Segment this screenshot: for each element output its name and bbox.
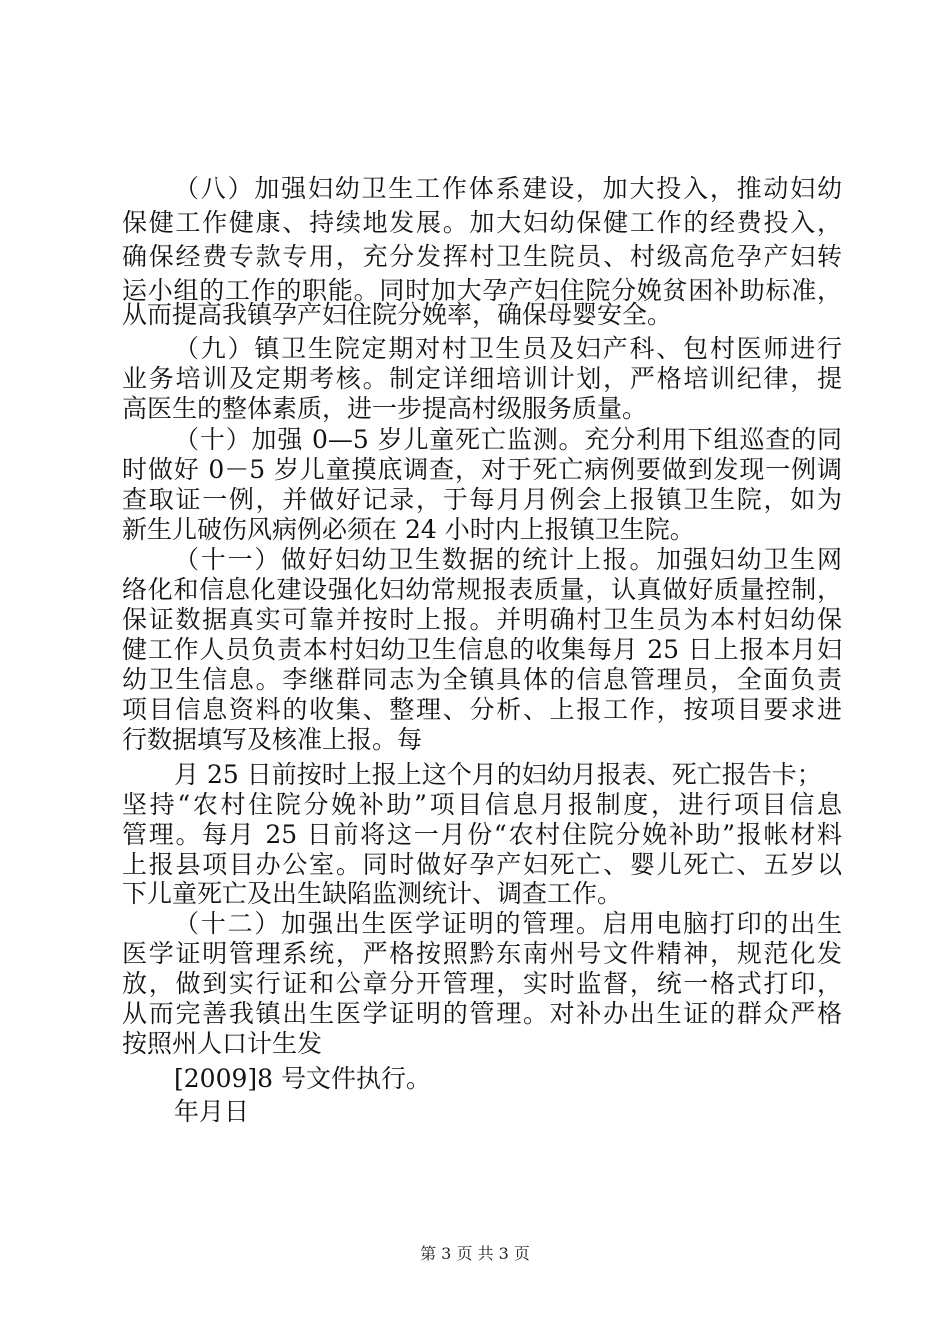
paragraph-9-line-2: 业务培训及定期考核。制定详细培训计划，严格培训纪律，提 [122, 364, 842, 393]
paragraph-12-line-1: （十二）加强出生医学证明的管理。启用电脑打印的出生 [174, 909, 842, 938]
paragraph-8-line-3: 确保经费专款专用，充分发挥村卫生院员、村级高危孕产妇转 [122, 242, 842, 271]
paragraph-12-line-4: 从而完善我镇出生医学证明的管理。对补办出生证的群众严格 [122, 999, 842, 1028]
paragraph-8-line-1: （八）加强妇幼卫生工作体系建设，加大投入，推动妇幼 [174, 174, 842, 203]
paragraph-11-line-2: 络化和信息化建设强化妇幼常规报表质量，认真做好质量控制， [122, 575, 842, 604]
paragraph-9-line-3: 高医生的整体素质，进一步提高村级服务质量。 [122, 394, 648, 423]
paragraph-11-line-6: 项目信息资料的收集、整理、分析、上报工作，按项目要求进 [122, 695, 842, 724]
paragraph-9-line-1: （九）镇卫生院定期对村卫生员及妇产科、包村医师进行 [174, 334, 842, 363]
paragraph-11-line-5: 幼卫生信息。李继群同志为全镇具体的信息管理员，全面负责 [122, 665, 842, 694]
paragraph-8-line-2: 保健工作健康、持续地发展。加大妇幼保健工作的经费投入， [122, 208, 842, 237]
paragraph-10-line-3: 查取证一例，并做好记录，于每月月例会上报镇卫生院，如为 [122, 485, 842, 514]
paragraph-10-line-4: 新生儿破伤风病例必须在 24 小时内上报镇卫生院。 [122, 515, 695, 544]
paragraph-11-line-4: 健工作人员负责本村妇幼卫生信息的收集每月 25 日上报本月妇 [122, 635, 842, 664]
paragraph-11b-line-1: 月 25 日前按时上报上这个月的妇幼月报表、死亡报告卡； [174, 760, 822, 789]
paragraph-11-line-1: （十一）做好妇幼卫生数据的统计上报。加强妇幼卫生网 [174, 545, 842, 574]
paragraph-8-line-4: 运小组的工作的职能。同时加大孕产妇住院分娩贫困补助标准， [122, 276, 842, 305]
paragraph-11b-line-3: 管理。每月 25 日前将这一月份“农村住院分娩补助”报帐材料 [122, 820, 842, 849]
page-footer: 第 3 页 共 3 页 [420, 1244, 530, 1263]
paragraph-10-line-1: （十）加强 0—5 岁儿童死亡监测。充分利用下组巡查的同 [174, 425, 842, 454]
paragraph-11b-line-2: 坚持“农村住院分娩补助”项目信息月报制度，进行项目信息 [122, 790, 842, 819]
paragraph-12-line-3: 放，做到实行证和公章分开管理，实时监督，统一格式打印， [122, 969, 842, 998]
paragraph-10-line-2: 时做好 0－5 岁儿童摸底调查，对于死亡病例要做到发现一例调 [122, 455, 842, 484]
paragraph-11b-line-5: 下儿童死亡及出生缺陷监测统计、调查工作。 [122, 879, 623, 908]
paragraph-12-line-2: 医学证明管理系统，严格按照黔东南州号文件精神，规范化发 [122, 939, 842, 968]
paragraph-12-line-5: 按照州人口计生发 [122, 1029, 323, 1058]
paragraph-8-line-5: 从而提高我镇孕产妇住院分娩率，确保母婴安全。 [122, 300, 673, 329]
file-reference-line: [2009]8 号文件执行。 [174, 1064, 431, 1093]
paragraph-11b-line-4: 上报县项目办公室。同时做好孕产妇死亡、婴儿死亡、五岁以 [122, 850, 842, 879]
paragraph-11-line-3: 保证数据真实可靠并按时上报。并明确村卫生员为本村妇幼保 [122, 605, 842, 634]
paragraph-11-line-7: 行数据填写及核准上报。每 [122, 725, 423, 754]
date-line: 年月日 [174, 1097, 250, 1126]
